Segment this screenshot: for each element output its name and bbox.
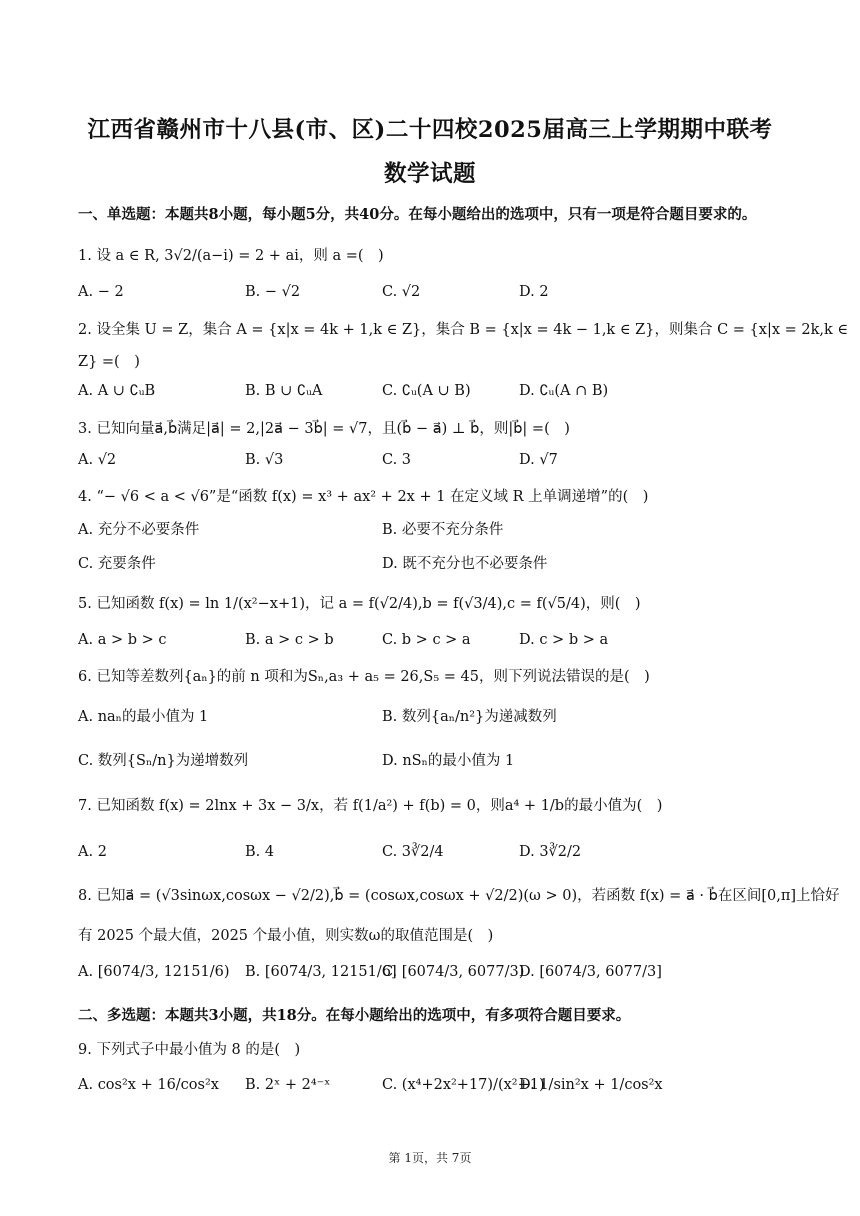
question-6-option-a: A. naₙ的最小值为 1 [78, 709, 209, 725]
question-4-stem: 4. “− √6 < a < √6”是“函数 f(x) = x³ + ax² + 2x + 1 在定义域 R 上单调递增”的( ) [78, 489, 649, 505]
question-5-option-b: B. a > c > b [245, 632, 334, 648]
question-2-stem-cont: Z} =( ) [78, 354, 140, 370]
exam-title: 江西省赣州市十八县(市、区)二十四校2025届高三上学期期中联考 [87, 117, 773, 143]
question-8-option-b: B. [6074/3, 12151/6] [245, 964, 397, 980]
page-footer: 第 1页，共 7页 [388, 1151, 472, 1165]
question-2-option-b: B. B ∪ ∁ᵤA [245, 383, 323, 399]
exam-subtitle: 数学试题 [383, 161, 476, 187]
question-1-option-b: B. − √2 [245, 284, 301, 300]
question-6-option-d: D. nSₙ的最小值为 1 [382, 753, 515, 769]
question-4-option-d: D. 既不充分也不必要条件 [382, 556, 548, 572]
question-1-option-c: C. √2 [382, 284, 421, 300]
question-3-stem: 3. 已知向量a⃗,b⃗满足|a⃗| = 2,|2a⃗ − 3b⃗| = √7，且(b⃗ − a⃗) ⊥ b⃗，则|b⃗| =( ) [78, 421, 570, 437]
question-5-option-d: D. c > b > a [519, 632, 609, 648]
question-1-option-a: A. − 2 [78, 284, 124, 300]
question-4-option-b: B. 必要不充分条件 [382, 522, 504, 538]
question-3-option-a: A. √2 [78, 452, 117, 468]
question-7-stem: 7. 已知函数 f(x) = 2lnx + 3x − 3/x，若 f(1/a²) + f(b) = 0，则a⁴ + 1/b的最小值为( ) [78, 798, 663, 814]
question-3-option-b: B. √3 [245, 452, 284, 468]
question-2-option-d: D. ∁ᵤ(A ∩ B) [519, 383, 609, 399]
question-6-option-b: B. 数列{aₙ/n²}为递减数列 [382, 709, 557, 725]
question-6-option-c: C. 数列{Sₙ/n}为递增数列 [78, 753, 249, 769]
question-4-option-c: C. 充要条件 [78, 556, 156, 572]
question-8-stem: 8. 已知a⃗ = (√3sinωx,cosωx − √2/2),b⃗ = (cosωx,cosωx + √2/2)(ω > 0)，若函数 f(x) = a⃗ · b⃗在区间[0,π]上恰好 [78, 888, 840, 904]
question-1-option-d: D. 2 [519, 284, 549, 300]
section-multiple-choice-header: 二、多选题：本题共3小题，共18分。在每小题给出的选项中，有多项符合题目要求。 [78, 1007, 631, 1024]
question-5-stem: 5. 已知函数 f(x) = ln 1/(x²−x+1)，记 a = f(√2/4),b = f(√3/4),c = f(√5/4)，则( ) [78, 596, 641, 612]
question-9-option-d: D. 1/sin²x + 1/cos²x [519, 1077, 663, 1093]
question-8-stem-cont: 有 2025 个最大值，2025 个最小值，则实数ω的取值范围是( ) [78, 928, 494, 944]
question-8-option-c: C. [6074/3, 6077/3) [382, 964, 525, 980]
question-9-option-a: A. cos²x + 16/cos²x [78, 1077, 219, 1093]
question-2-option-c: C. ∁ᵤ(A ∪ B) [382, 383, 471, 399]
section-single-choice-header: 一、单选题：本题共8小题，每小题5分，共40分。在每小题给出的选项中，只有一项是符合题目要求的。 [78, 206, 757, 223]
question-3-option-c: C. 3 [382, 452, 412, 468]
question-9-stem: 9. 下列式子中最小值为 8 的是( ) [78, 1042, 301, 1058]
question-7-option-d: D. 3∛2/2 [519, 844, 582, 860]
question-5-option-a: A. a > b > c [78, 632, 167, 648]
question-2-option-a: A. A ∪ ∁ᵤB [78, 383, 156, 399]
question-2-stem: 2. 设全集 U = Z，集合 A = {x|x = 4k + 1,k ∈ Z}，集合 B = {x|x = 4k − 1,k ∈ Z}，则集合 C = {x|x = 2k,k ∈ [78, 322, 849, 338]
question-5-option-c: C. b > c > a [382, 632, 471, 648]
question-8-option-d: D. [6074/3, 6077/3] [519, 964, 662, 980]
question-6-stem: 6. 已知等差数列{aₙ}的前 n 项和为Sₙ,a₃ + a₅ = 26,S₅ = 45，则下列说法错误的是( ) [78, 669, 650, 685]
question-8-option-a: A. [6074/3, 12151/6) [78, 964, 230, 980]
question-4-option-a: A. 充分不必要条件 [78, 522, 200, 538]
question-7-option-a: A. 2 [78, 844, 107, 860]
question-7-option-c: C. 3∛2/4 [382, 844, 444, 860]
question-3-option-d: D. √7 [519, 452, 558, 468]
question-7-option-b: B. 4 [245, 844, 275, 860]
question-1-stem: 1. 设 a ∈ R, 3√2/(a−i) = 2 + ai，则 a =( ) [78, 248, 384, 264]
question-9-option-b: B. 2ˣ + 2⁴⁻ˣ [245, 1077, 331, 1093]
question-9-option-c: C. (x⁴+2x²+17)/(x²+1) [382, 1077, 545, 1093]
